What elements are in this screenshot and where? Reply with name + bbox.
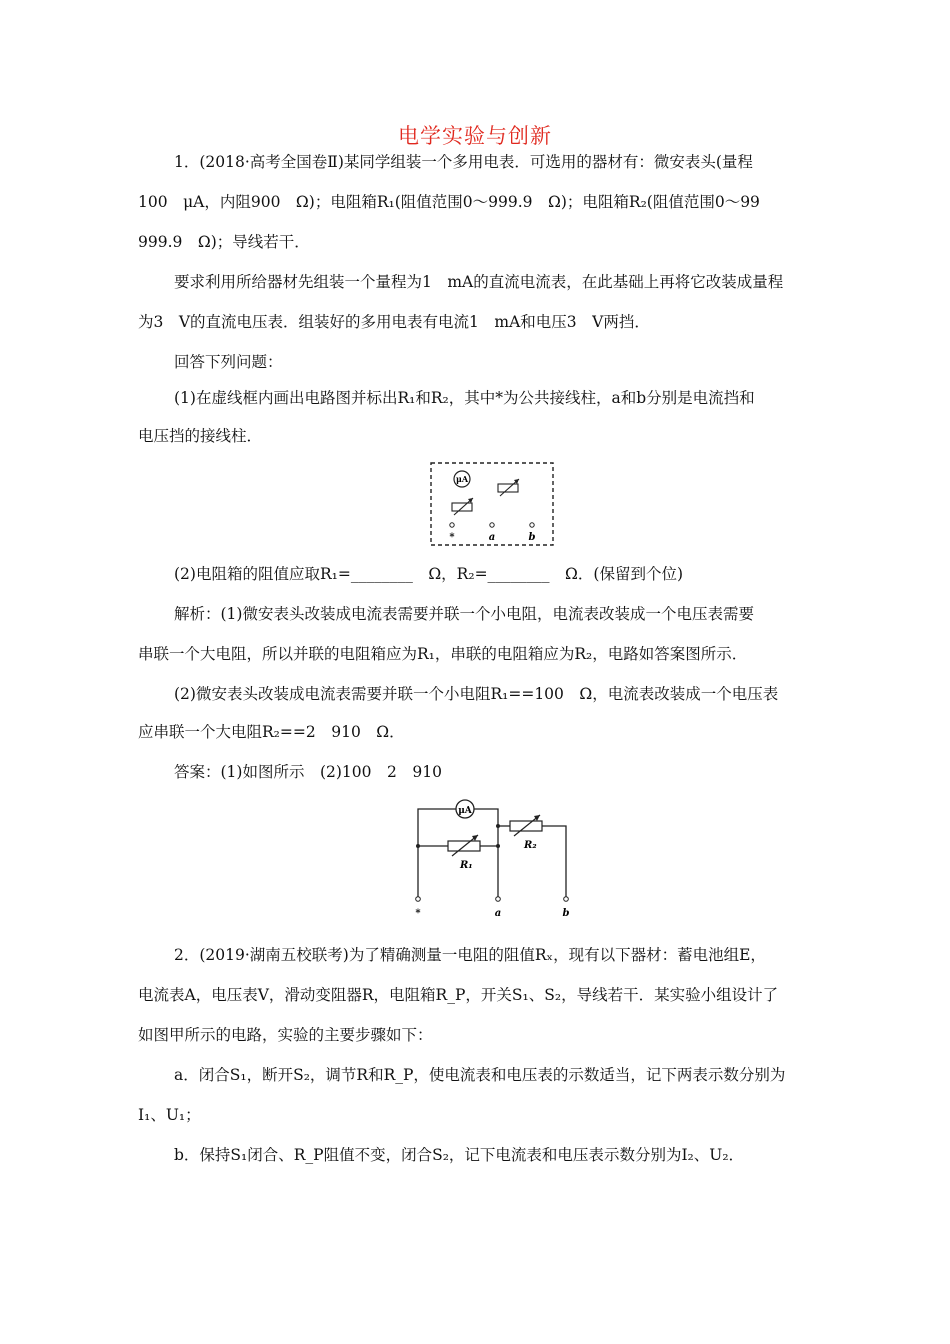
- q1-line-6: 回答下列问题：: [174, 353, 283, 371]
- terminal-label: b: [528, 532, 536, 543]
- variable-resistor-icon: [498, 479, 519, 496]
- terminal-a: [490, 523, 494, 527]
- terminal-common: [416, 897, 421, 902]
- microammeter-icon: [454, 471, 470, 487]
- q2-line-1: 2．(2019·湖南五校联考)为了精确测量一电阻的阻值Rₓ，现有以下器材：蓄电池组E，: [174, 946, 766, 964]
- q2-line-3: 如图甲所示的电路，实验的主要步骤如下：: [138, 1026, 433, 1044]
- terminal-common: [450, 523, 454, 527]
- q1-part1-line-2: 电压挡的接线柱．: [138, 427, 263, 445]
- analysis-line-3: (2)微安表头改装成电流表需要并联一个小电阻R₁==100 Ω，电流表改装成一个电压表: [174, 685, 779, 703]
- q1-line-4: 要求利用所给器材先组装一个量程为1 mA的直流电流表，在此基础上再将它改装成量程: [174, 273, 784, 291]
- microammeter-icon: [456, 800, 474, 818]
- variable-resistor-icon: [452, 498, 473, 515]
- q1-line-3: 999.9 Ω)；导线若干．: [138, 233, 310, 251]
- r2-label: R₂: [524, 840, 537, 851]
- terminal-a: [496, 897, 501, 902]
- resistor-r1-icon: [448, 835, 480, 856]
- terminal-label: b: [562, 908, 570, 919]
- terminal-label: *: [415, 908, 421, 919]
- junction-dot: [496, 824, 500, 828]
- q2-line-2: 电流表A，电压表V，滑动变阻器R，电阻箱R_P，开关S₁、S₂，导线若干．某实验小组设计了: [138, 986, 779, 1004]
- meter-label: μA: [458, 806, 472, 816]
- terminal-label: a: [494, 908, 502, 919]
- q2-step-a-line-1: a．闭合S₁，断开S₂，调节R和R_P，使电流表和电压表的示数适当，记下两表示数分别为: [174, 1066, 786, 1084]
- analysis-line-4: 应串联一个大电阻R₂==2 910 Ω．: [138, 723, 405, 741]
- analysis-line-1: 解析：(1)微安表头改装成电流表需要并联一个小电阻，电流表改装成一个电压表需要: [174, 605, 754, 623]
- q2-step-a-line-2: I₁、U₁；: [138, 1106, 201, 1124]
- meter-label: μA: [455, 474, 469, 484]
- resistor-r2-icon: [510, 815, 542, 836]
- terminal-label: a: [488, 532, 496, 543]
- q1-part2-line: (2)电阻箱的阻值应取R₁=________ Ω，R₂=________ Ω．(保留到个位): [174, 565, 683, 583]
- junction-dot: [496, 844, 500, 848]
- terminal-label: *: [449, 532, 455, 543]
- answer-line: 答案：(1)如图所示 (2)100 2 910: [174, 763, 442, 781]
- junction-dot: [416, 844, 420, 848]
- terminal-b: [564, 897, 569, 902]
- answer-circuit-figure: [398, 792, 578, 922]
- q1-line-2: 100 μA，内阻900 Ω)；电阻箱R₁(阻值范围0～999.9 Ω)；电阻箱R₂(阻值范围0～99: [138, 193, 760, 211]
- r1-label: R₁: [460, 860, 473, 871]
- analysis-line-2: 串联一个大电阻，所以并联的电阻箱应为R₁，串联的电阻箱应为R₂，电路如答案图所示．: [138, 645, 748, 663]
- terminal-b: [530, 523, 534, 527]
- blank-circuit-figure: [428, 460, 556, 548]
- q1-line-5: 为3 V的直流电压表．组装好的多用电表有电流1 mA和电压3 V两挡．: [138, 313, 650, 331]
- q2-step-b-line: b．保持S₁闭合、R_P阻值不变，闭合S₂，记下电流表和电压表示数分别为I₂、U₂．: [174, 1146, 745, 1164]
- q1-line-1: 1．(2018·高考全国卷Ⅱ)某同学组装一个多用电表．可选用的器材有：微安表头(量程: [174, 153, 753, 171]
- page-title: 电学实验与创新: [398, 124, 552, 148]
- q1-part1-line-1: (1)在虚线框内画出电路图并标出R₁和R₂，其中*为公共接线柱，a和b分别是电流挡和: [174, 389, 755, 407]
